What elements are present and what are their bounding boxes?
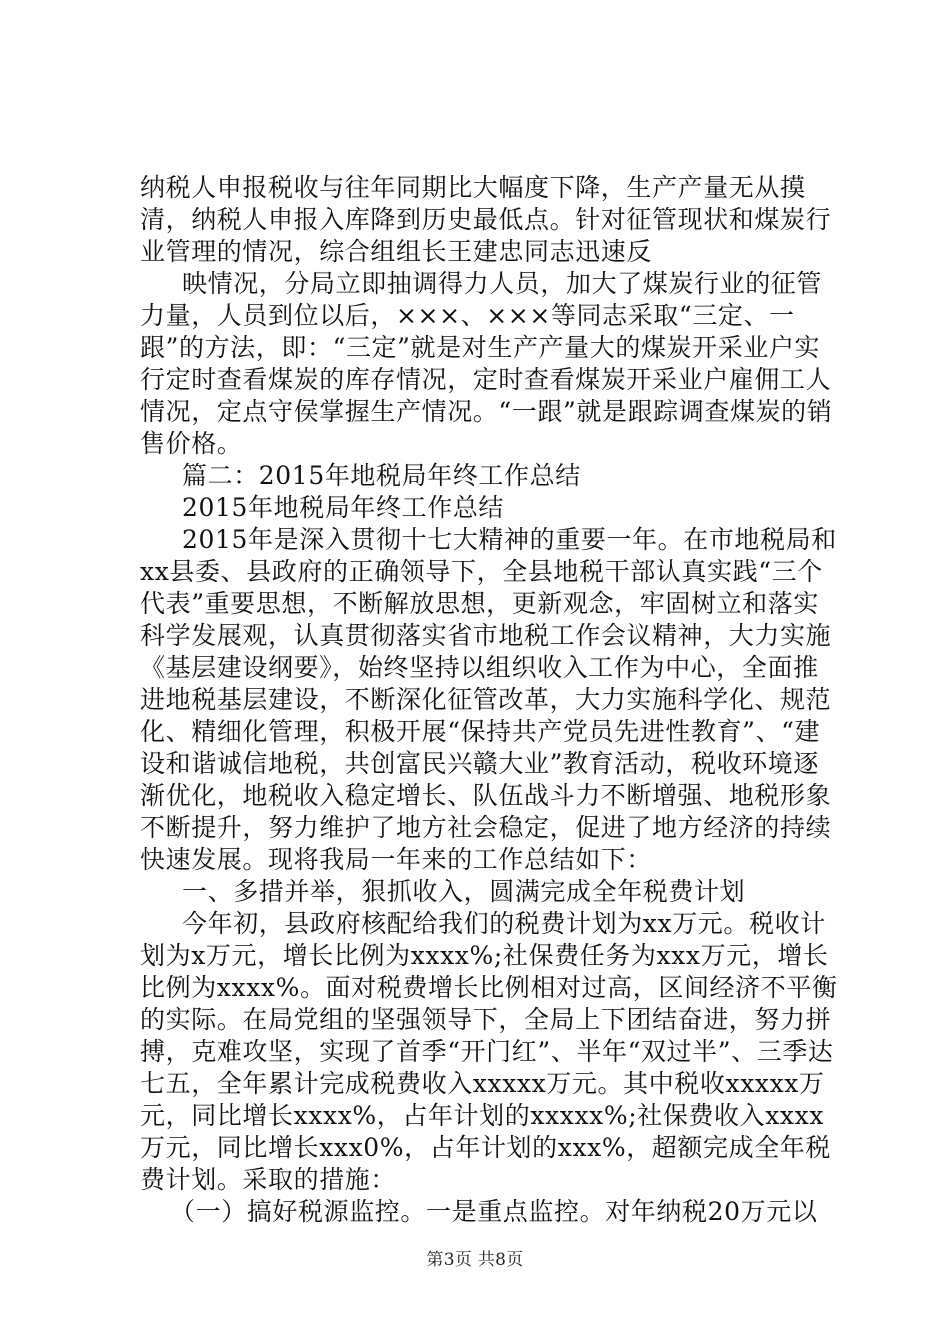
section-heading-part-two: 篇二：2015年地税局年终工作总结 (182, 461, 581, 490)
document-title: 2015年地税局年终工作总结 (182, 493, 505, 522)
section-heading-revenue: 一、多措并举，狠抓收入，圆满完成全年税费计划 (182, 877, 746, 906)
paragraph-tax-monitoring: （一）搞好税源监控。一是重点监控。对年纳税20万元以 (170, 1197, 818, 1226)
paragraph-revenue-plan: 今年初，县政府核配给我们的税费计划为xx万元。税收计划为x万元，增长比例为xxxx%;社保费任务为xxx万元，增长比例为xxxx%。面对税费增长比例相对过高，区间经济不平衡的实际。在局党组的坚强领导下，全局上下团结奋进，努力拼搏，克难攻坚，实现了首季“开门红”、半年“双过半”、三季达七五，全年累计完成税费收入xxxxx万元。其中税收xxxxx万元，同比增长xxxx%，占年计划的xxxxx%;社保费收入xxxx万元，同比增长xxx0%，占年计划的xxx%，超额完成全年税费计划。采取的措施： (140, 909, 838, 1194)
paragraph-intro: 2015年是深入贯彻十七大精神的重要一年。在市地税局和xx县委、县政府的正确领导下，全县地税干部认真实践“三个代表”重要思想，不断解放思想，更新观念，牢固树立和落实科学发展观，认真贯彻落实省市地税工作会议精神，大力实施《基层建设纲要》，始终坚持以组织收入工作为中心，全面推进地税基层建设，不断深化征管改革，大力实施科学化、规范化、精细化管理，积极开展“保持共产党员先进性教育”、“建设和谐诚信地税，共创富民兴赣大业”教育活动，税收环境逐渐优化，地税收入稳定增长、队伍战斗力不断增强、地税形象不断提升，努力维护了地方社会稳定，促进了地方经济的持续快速发展。现将我局一年来的工作总结如下： (140, 525, 837, 874)
document-body (140, 172, 840, 1228)
page-number-footer: 第3页 共8页 (426, 1250, 524, 1270)
paragraph-continuation: 纳税人申报税收与往年同期比大幅度下降，生产产量无从摸清，纳税人申报入库降到历史最低点。针对征管现状和煤炭行业管理的情况，综合组组长王建忠同志迅速反 (140, 173, 832, 266)
paragraph-coal-measures: 映情况，分局立即抽调得力人员，加大了煤炭行业的征管力量，人员到位以后，×××、×××等同志采取“三定、一跟”的方法，即：“三定”就是对生产产量大的煤炭开采业户实行定时查看煤炭的库存情况，定时查看煤炭开采业户雇佣工人情况，定点守侯掌握生产情况。“一跟”就是跟踪调查煤炭的销售价格。 (140, 269, 833, 458)
